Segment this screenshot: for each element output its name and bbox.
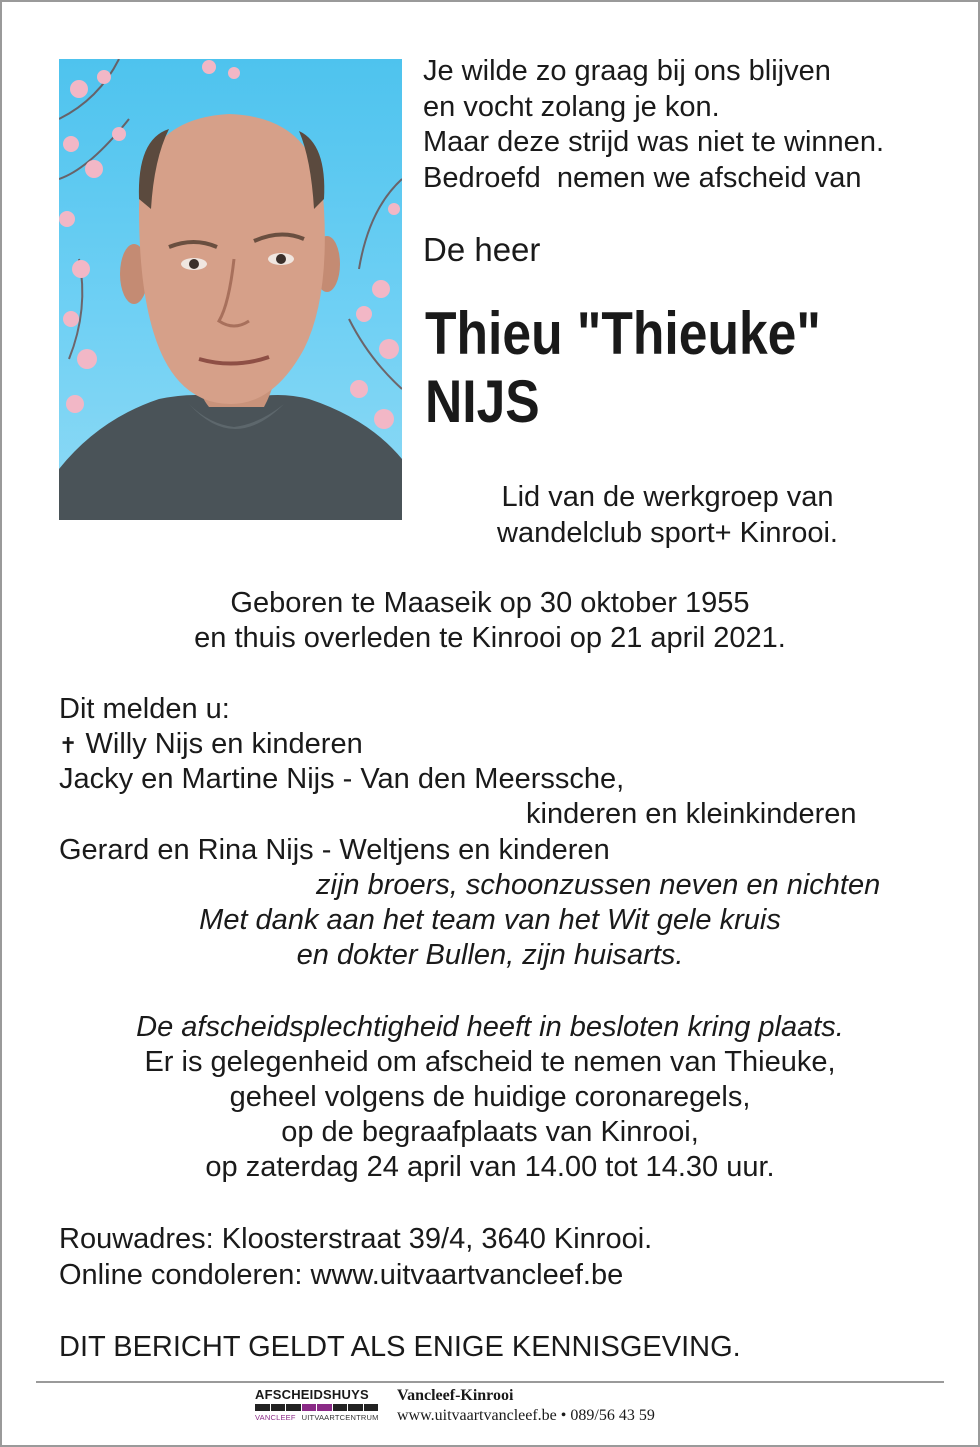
logo-vancleef: VANCLEEF [255, 1413, 296, 1422]
family-line-2: Jacky en Martine Nijs - Van den Meerssche, [59, 763, 625, 795]
membership-line: Lid van de werkgroep van [501, 481, 834, 513]
poem-line: Je wilde zo graag bij ons blijven [423, 55, 831, 87]
poem-line: en vocht zolang je kon. [423, 90, 720, 123]
poem-line: Bedroefd nemen we afscheid van [423, 161, 862, 194]
notice: DIT BERICHT GELDT ALS ENIGE KENNISGEVING. [59, 1331, 741, 1363]
ceremony-line: geheel volgens de huidige coronaregels, [229, 1081, 751, 1113]
thanks-line: Met dank aan het team van het Wit gele kruis [199, 904, 781, 936]
funeral-home-logo [255, 1387, 379, 1422]
name-line-2: NIJS [425, 368, 540, 435]
company-contact: www.uitvaartvancleef.be • 089/56 43 59 [397, 1407, 655, 1424]
logo-uitvaartcentrum: UITVAARTCENTRUM [301, 1413, 379, 1422]
thanks-line: en dokter Bullen, zijn huisarts. [296, 939, 684, 971]
poem-line: Maar deze strijd was niet te winnen. [423, 126, 884, 158]
family-text: Willy Nijs en kinderen [85, 728, 363, 760]
family-line-1 [59, 727, 363, 764]
ceremony-line: Er is gelegenheid om afscheid te nemen van Thieuke, [144, 1046, 836, 1078]
ceremony-line: op zaterdag 24 april van 14.00 tot 14.30 uur. [205, 1151, 775, 1183]
membership [440, 479, 895, 551]
logo-bar [255, 1404, 379, 1411]
ceremony-intro: De afscheidsplechtigheid heeft in besloten kring plaats. [136, 1011, 844, 1043]
family-intro: Dit melden u: [59, 693, 230, 725]
family-line-2b: kinderen en kleinkinderen [526, 798, 857, 830]
logo-title: AFSCHEIDSHUYS [255, 1387, 369, 1402]
membership-line: wandelclub sport+ Kinrooi. [497, 517, 838, 549]
cross-icon: ✝ [59, 734, 78, 759]
portrait-photo [59, 59, 402, 520]
name-line-1: Thieu "Thieuke" [425, 300, 821, 367]
family-line-3: Gerard en Rina Nijs - Weltjens en kinderen [59, 834, 610, 866]
poem [423, 54, 884, 196]
company-name: Vancleef-Kinrooi [397, 1387, 514, 1404]
honorific: De heer [423, 231, 541, 268]
death-line: en thuis overleden te Kinrooi op 21 april 2021. [194, 622, 786, 654]
ceremony-line: op de begraafplaats van Kinrooi, [281, 1116, 699, 1148]
birth-line: Geboren te Maaseik op 30 oktober 1955 [230, 587, 750, 619]
portrait-illustration [59, 59, 402, 520]
footer-contact [397, 1387, 655, 1425]
family-line-4: zijn broers, schoonzussen neven en nichten [316, 869, 881, 901]
logo-subtitle [255, 1413, 379, 1422]
online-condoleren: Online condoleren: www.uitvaartvancleef.be [59, 1259, 624, 1291]
footer-divider [36, 1381, 944, 1383]
rouwadres: Rouwadres: Kloosterstraat 39/4, 3640 Kinrooi. [59, 1223, 653, 1255]
deceased-name [425, 300, 821, 436]
